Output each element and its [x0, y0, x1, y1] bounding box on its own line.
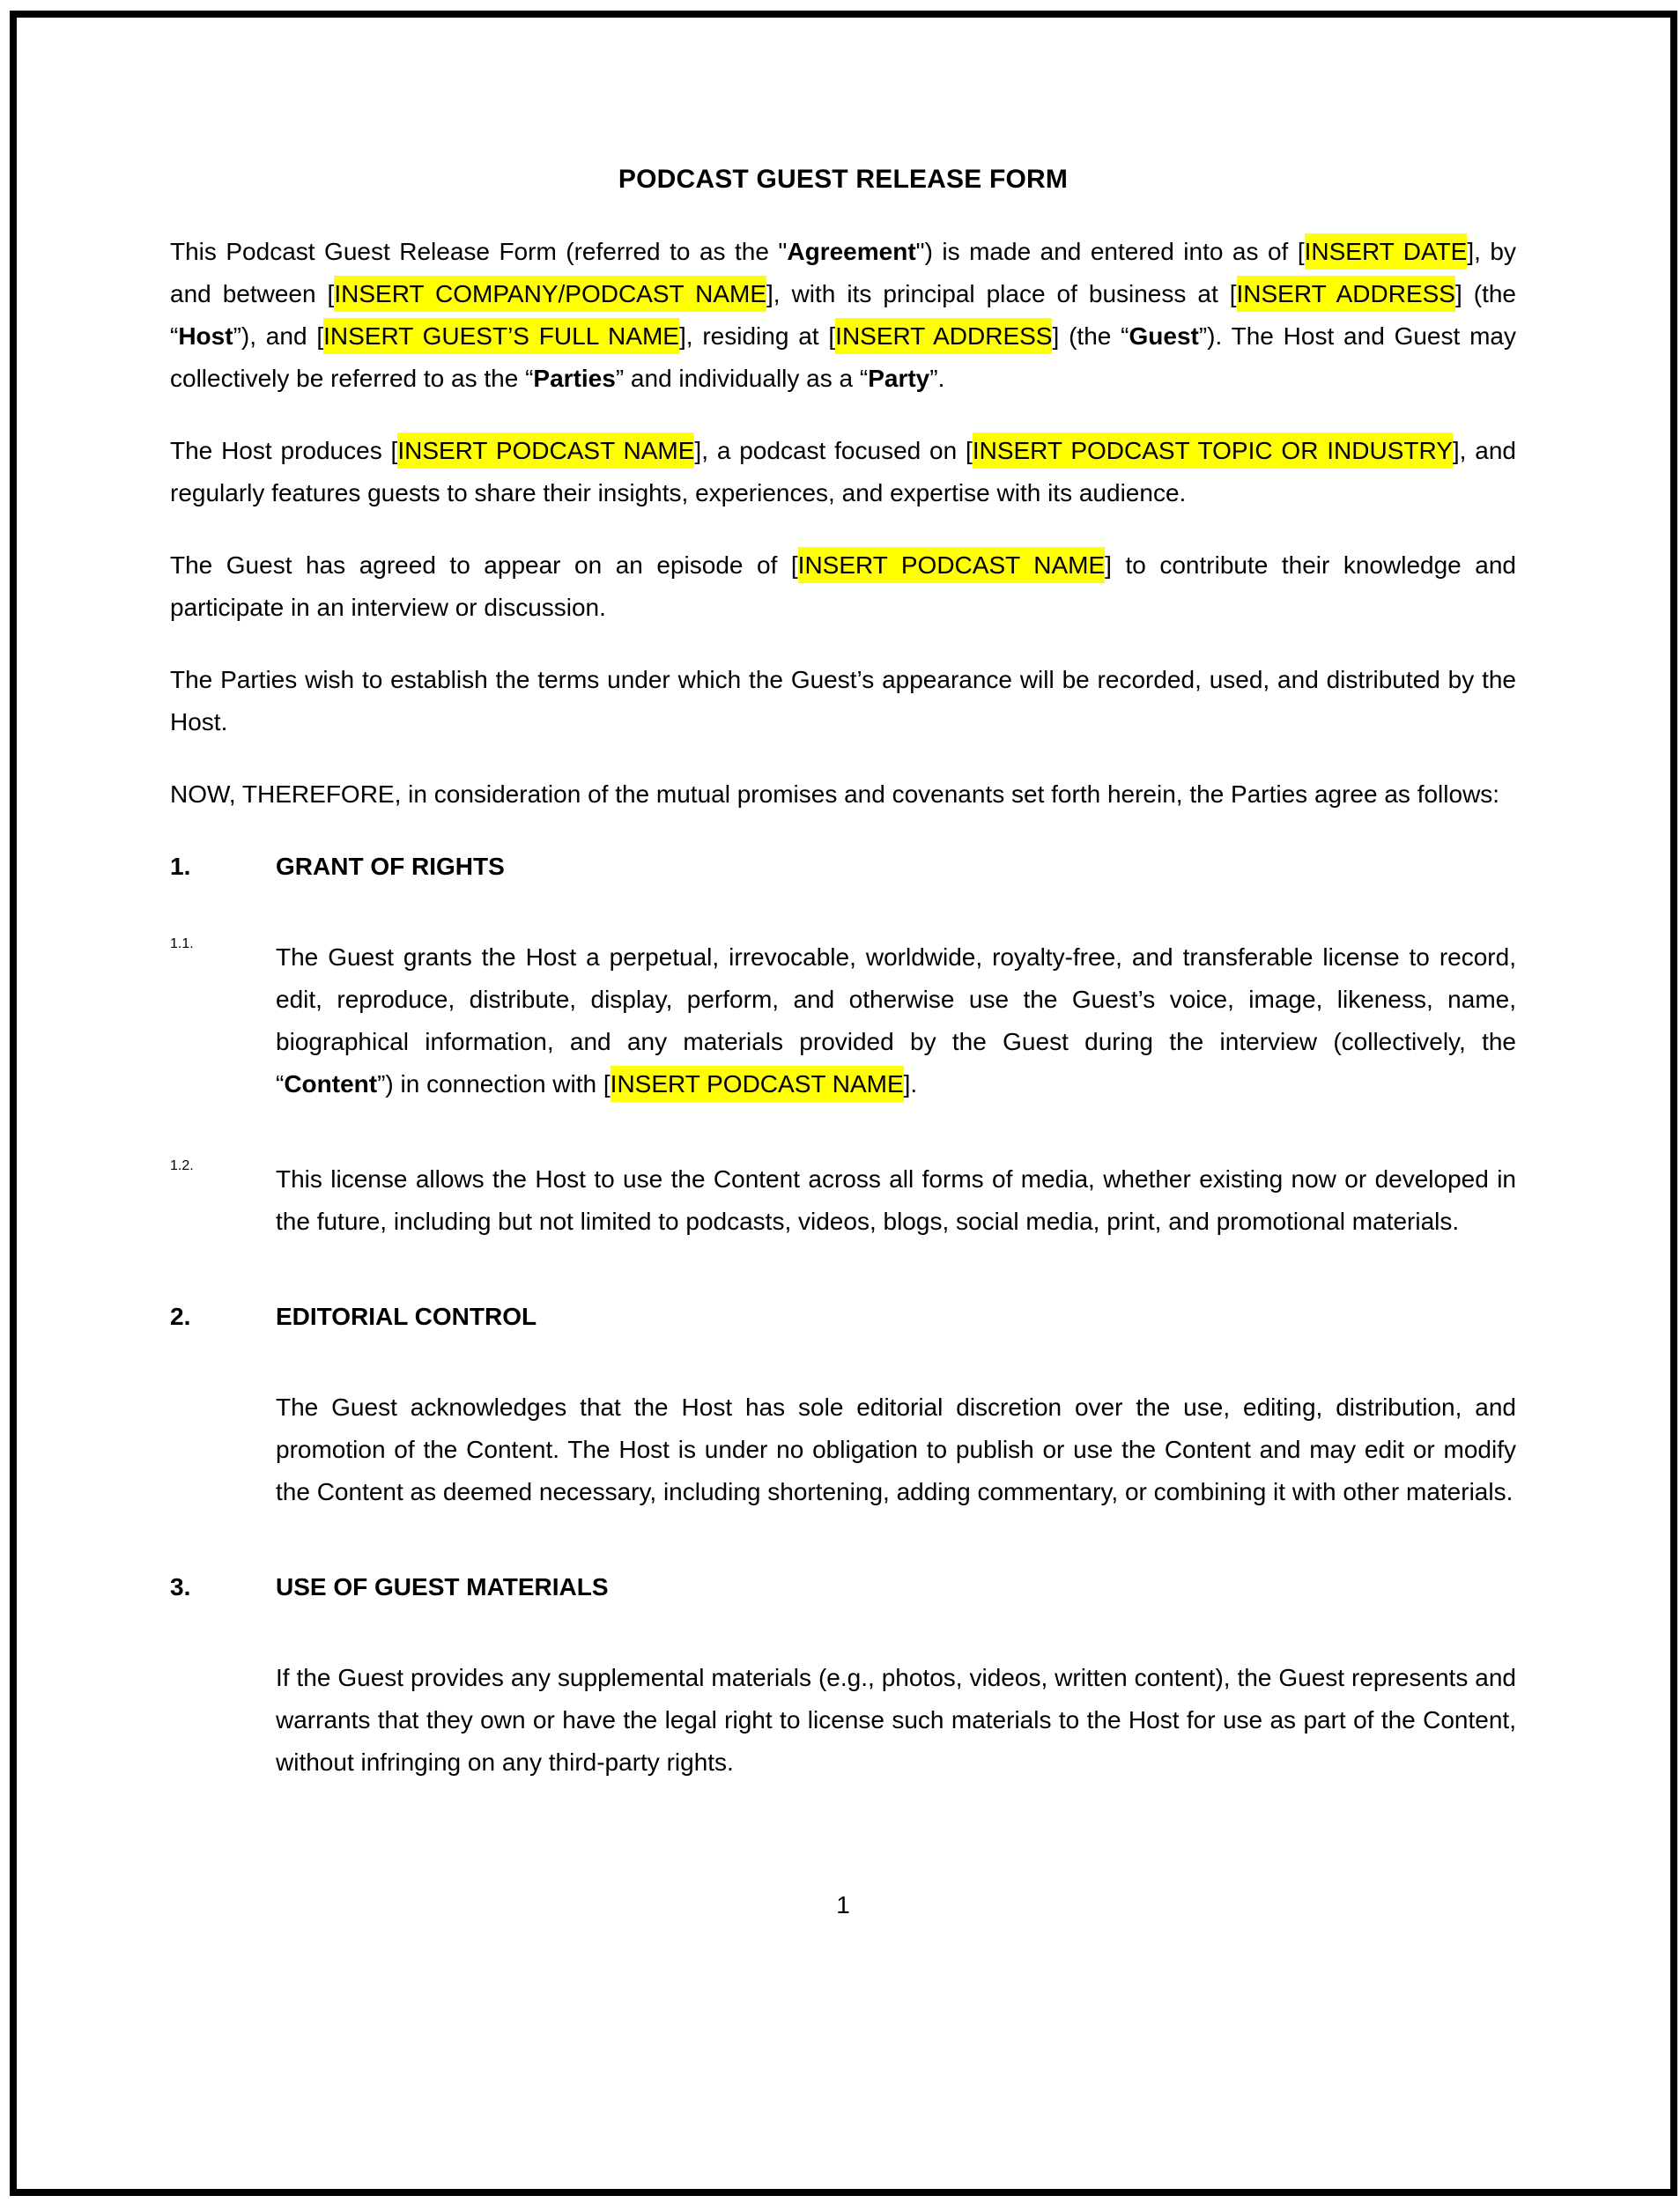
defined-term: Content — [284, 1070, 378, 1098]
placeholder-highlight: INSERT DATE — [1305, 233, 1468, 270]
section-title — [276, 1566, 609, 1608]
text-run: ”), and [ — [233, 322, 324, 350]
text-run: This Podcast Guest Release Form (referred to as the " — [170, 238, 788, 265]
paragraph — [170, 231, 1516, 400]
text-run: GRANT OF RIGHTS — [276, 853, 505, 880]
document-title: PODCAST GUEST RELEASE FORM — [618, 165, 1069, 194]
clause-number: 1.2. — [170, 1158, 194, 1173]
clause-text — [276, 1158, 1516, 1243]
numbered-clause — [170, 1158, 1516, 1243]
text-run: This license allows the Host to use the Content across all forms of media, whether existing now or developed in the future, including but not limited to podcasts, videos, blogs, social media, print, and promotional materials. — [276, 1165, 1516, 1235]
section-heading — [170, 1566, 1516, 1608]
text-run: The Guest grants the Host a perpetual, irrevocable, worldwide, royalty-free, and transferable license to record, edit, reproduce, distribute, display, perform, and otherwise use the Guest’s voice, image, likeness, name, biographical information, and any materials provided by the Guest during the interview (collectively, the “ — [276, 943, 1516, 1098]
clause-paragraph — [276, 1657, 1516, 1784]
section-heading — [170, 1296, 1516, 1338]
placeholder-highlight: INSERT PODCAST NAME — [397, 432, 694, 469]
placeholder-highlight: INSERT ADDRESS — [835, 318, 1052, 354]
clause-text — [276, 936, 1516, 1105]
paragraph — [170, 773, 1516, 816]
text-run: The Parties wish to establish the terms under which the Guest’s appearance will be recorded, used, and distributed by the Host. — [170, 666, 1516, 736]
paragraph — [170, 659, 1516, 743]
text-run: ] to contribute their knowledge and participate in an interview or discussion. — [170, 551, 1516, 621]
placeholder-highlight: INSERT ADDRESS — [1237, 276, 1455, 312]
text-run: NOW, THEREFORE, in consideration of the mutual promises and covenants set forth herein, the Parties agree as follows: — [170, 780, 1500, 808]
section-number: 1. — [170, 853, 191, 880]
document-page — [170, 162, 1516, 1921]
text-run: EDITORIAL CONTROL — [276, 1303, 537, 1330]
text-run: ]. — [903, 1070, 918, 1098]
paragraph — [170, 544, 1516, 629]
defined-term: Agreement — [787, 238, 916, 265]
text-run: ], with its principal place of business at [ — [766, 280, 1237, 307]
text-run: ], and regularly features guests to share their insights, experiences, and expertise with its audience. — [170, 437, 1516, 506]
section-title — [276, 846, 505, 888]
defined-term: Host — [178, 322, 233, 350]
text-run: ”). The Host and Guest may collectively be referred to as the “ — [170, 322, 1517, 392]
placeholder-highlight: INSERT PODCAST NAME — [611, 1066, 904, 1102]
text-run: ”) in connection with [ — [377, 1070, 611, 1098]
text-run: ”. — [929, 365, 945, 392]
text-run: ], residing at [ — [678, 322, 836, 350]
defined-term: Guest — [1129, 322, 1199, 350]
clause-paragraph — [276, 1386, 1516, 1513]
defined-term: Party — [868, 365, 930, 392]
section-title — [276, 1296, 537, 1338]
defined-term: Parties — [533, 365, 616, 392]
placeholder-highlight: INSERT GUEST’S FULL NAME — [323, 318, 679, 354]
text-run: The Host produces [ — [170, 437, 398, 464]
section-number: 2. — [170, 1303, 191, 1330]
text-run: USE OF GUEST MATERIALS — [276, 1573, 609, 1601]
text-run: ] (the “ — [1052, 322, 1129, 350]
text-run: ] (the “ — [170, 280, 1517, 350]
placeholder-highlight: INSERT PODCAST NAME — [798, 547, 1105, 583]
document-body — [170, 231, 1516, 1784]
text-run: ], a podcast focused on [ — [694, 437, 973, 464]
text-run: The Guest acknowledges that the Host has sole editorial discretion over the use, editing, distribution, and promotion of the Content. The Host is under no obligation to publish or use the Content and may edit or modify the Content as deemed necessary, including shortening, adding commentary, or combining it with other materials. — [276, 1394, 1516, 1505]
text-run: If the Guest provides any supplemental materials (e.g., photos, videos, written content), the Guest represents and warrants that they own or have the legal right to license such materials to the Host for use as part of the Content, without infringing on any third-party rights. — [276, 1664, 1516, 1776]
numbered-clause — [170, 936, 1516, 1105]
text-run: ” and individually as a “ — [615, 365, 869, 392]
placeholder-highlight: INSERT PODCAST TOPIC OR INDUSTRY — [973, 432, 1453, 469]
text-run: ") is made and entered into as of [ — [915, 238, 1305, 265]
section-heading — [170, 846, 1516, 888]
section-number: 3. — [170, 1573, 191, 1601]
paragraph — [170, 430, 1516, 514]
placeholder-highlight: INSERT COMPANY/PODCAST NAME — [334, 276, 766, 312]
text-run: ], by and between [ — [170, 238, 1516, 307]
text-run: The Guest has agreed to appear on an episode of [ — [170, 551, 798, 579]
clause-number: 1.1. — [170, 936, 194, 951]
page-number: 1 — [836, 1891, 850, 1918]
